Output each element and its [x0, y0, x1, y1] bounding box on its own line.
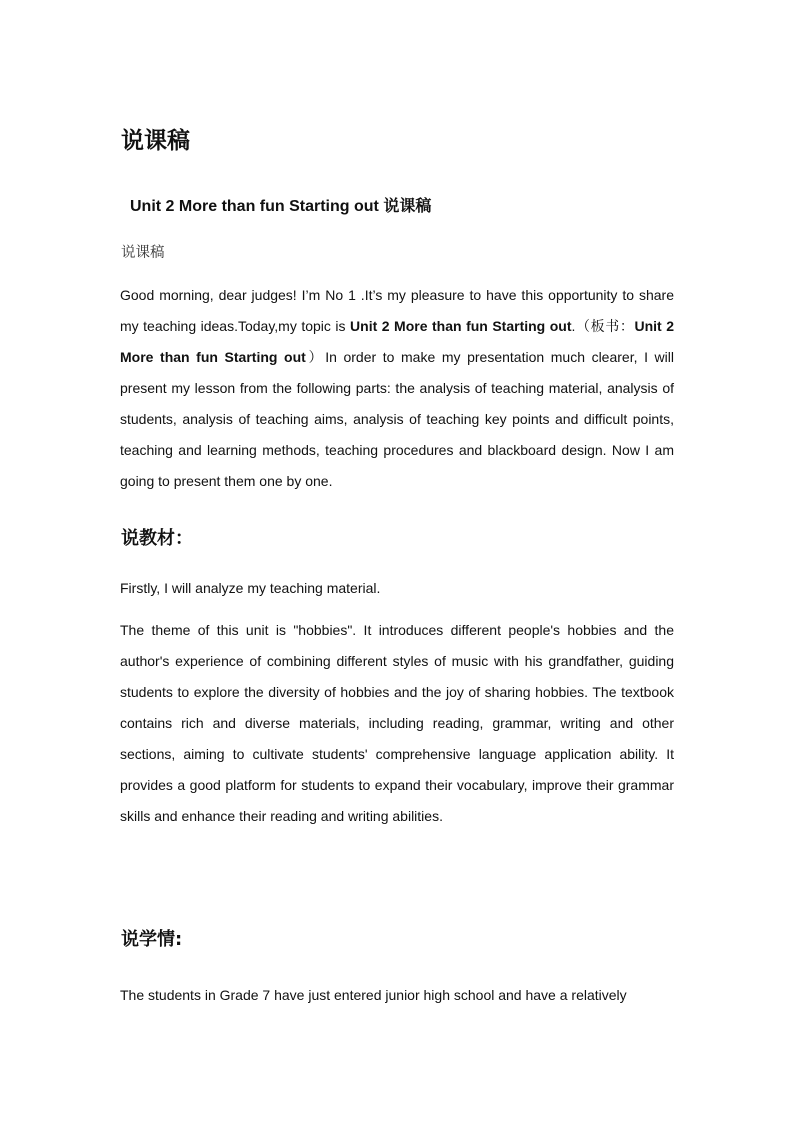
- board-bold: Unit 2 More than fun Starting out: [120, 318, 675, 365]
- intro-paragraph: [120, 280, 674, 497]
- topic-bold: Unit 2 More than fun Starting out: [350, 318, 572, 334]
- students-paragraph-1: The students in Grade 7 have just entered junior high school and have a relatively: [120, 987, 627, 1003]
- document-title: 说课稿: [121, 128, 190, 154]
- document-subtitle: Unit 2 More than fun Starting out 说课稿: [130, 198, 432, 215]
- intro-text-part3: ）In order to make my presentation much clearer, I will present my lesson from the following parts: the analysis of teaching material, analysis of students, analysis of teaching aims, analysis of teaching key points and difficult points, teaching and learning methods, teaching procedures and blackboard design. Now I am going to present them one by one.: [120, 349, 674, 489]
- document-label: 说课稿: [121, 245, 165, 261]
- material-paragraph-2: The theme of this unit is "hobbies". It introduces different people's hobbies and the author's experience of combining different styles of music with his grandfather, guiding students to explore the diversity of hobbies and the joy of sharing hobbies. The textbook contains rich and diverse materials, including reading, grammar, writing and other sections, aiming to cultivate students' comprehensive language application ability. It provides a good platform for students to expand their vocabulary, improve their grammar skills and enhance their reading and writing abilities.: [120, 622, 674, 824]
- section-heading-students: 说学情:: [121, 929, 183, 950]
- material-paragraph-1: Firstly, I will analyze my teaching material.: [120, 580, 381, 596]
- section-heading-material: 说教材：: [121, 528, 193, 549]
- intro-text-part1: Good morning, dear judges! I’m No 1 .It’s my pleasure to have this opportunity to share my teaching ideas.Today,my topic is: [120, 287, 674, 334]
- intro-text-part2: .（板书：: [571, 318, 635, 334]
